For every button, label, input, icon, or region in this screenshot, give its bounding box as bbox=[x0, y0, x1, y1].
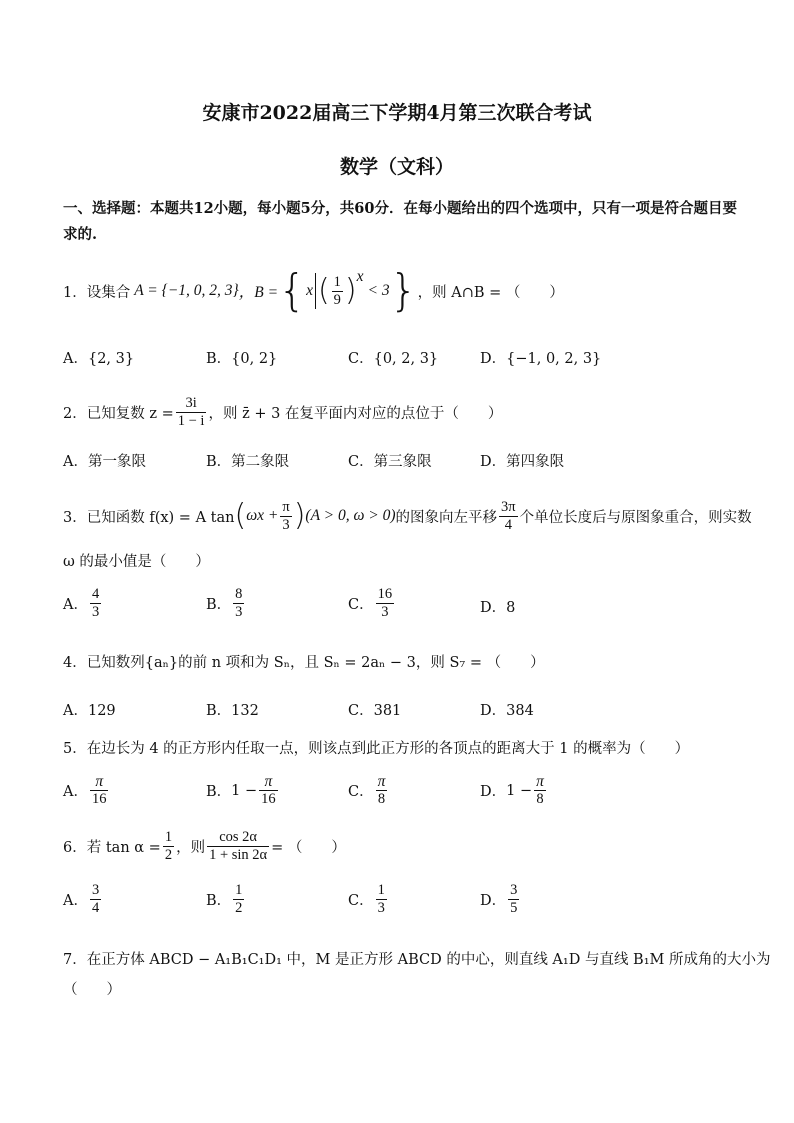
question-1 bbox=[63, 266, 743, 316]
q5-option-c[interactable] bbox=[348, 773, 389, 808]
frac-den: 3 bbox=[381, 604, 389, 620]
q2-text-b: ，则 z̄ + 3 在复平面内对应的点位于（ ） bbox=[208, 405, 503, 422]
q3-frac-num: π bbox=[282, 498, 290, 515]
frac-den: 5 bbox=[510, 900, 518, 916]
q4-option-c[interactable]: C．381 bbox=[348, 703, 402, 719]
frac-num: 4 bbox=[91, 586, 100, 602]
q3-shift-num: 3π bbox=[501, 498, 516, 515]
q1-fraction bbox=[332, 274, 343, 309]
q3-option-a-fraction bbox=[90, 586, 101, 621]
frac-den: 2 bbox=[164, 846, 173, 863]
q6-option-b-label: B． bbox=[206, 893, 232, 909]
q6-text-a: 若 tan α = bbox=[86, 839, 161, 856]
q6-text-b: ，则 bbox=[176, 839, 206, 856]
q2-number: 2． bbox=[63, 405, 87, 422]
q5-option-c-label: C． bbox=[348, 784, 374, 800]
frac-den: 1 + sin 2α bbox=[209, 846, 268, 863]
q5-option-b-label: B． bbox=[206, 784, 232, 800]
question-4 bbox=[63, 651, 743, 672]
q3-arg: ωx + bbox=[246, 507, 279, 524]
right-paren-icon: ) bbox=[293, 498, 306, 533]
q5-option-a-label: A． bbox=[63, 784, 88, 800]
q2-frac-num: 3i bbox=[176, 395, 207, 413]
q6-option-c[interactable] bbox=[348, 882, 389, 917]
frac-num: π bbox=[259, 773, 278, 791]
q3-option-c[interactable] bbox=[348, 586, 396, 621]
frac-num: 3 bbox=[91, 882, 100, 898]
q1-option-b[interactable]: B．{0, 2} bbox=[206, 351, 278, 367]
q6-option-d-fraction bbox=[508, 882, 519, 917]
question-3 bbox=[63, 494, 752, 538]
frac-den: 8 bbox=[536, 791, 544, 807]
q7-number: 7． bbox=[63, 952, 87, 968]
q1-text-b: ，则 A∩B = （ ） bbox=[417, 284, 564, 301]
question-6 bbox=[63, 826, 743, 866]
q5-option-d-fraction bbox=[534, 773, 546, 808]
q3-fraction bbox=[280, 499, 291, 534]
frac-num: 1 bbox=[235, 882, 243, 898]
q3-shift-den: 4 bbox=[504, 516, 512, 533]
q4-option-b[interactable]: B．132 bbox=[206, 703, 259, 719]
q4-option-d[interactable]: D．384 bbox=[480, 703, 534, 719]
q5-option-d-prefix: 1 − bbox=[506, 782, 533, 799]
right-paren-icon: ) bbox=[344, 273, 357, 308]
q3-shift-fraction bbox=[499, 499, 518, 534]
q5-option-a-fraction bbox=[90, 773, 109, 808]
q7-text: 在正方体 ABCD − A₁B₁C₁D₁ 中，M 是正方形 ABCD 的中心，则直线 A₁D 与直线 B₁M 所成角的大小为 bbox=[86, 952, 771, 968]
q1-number: 1． bbox=[63, 284, 87, 301]
q6-option-d[interactable] bbox=[480, 882, 521, 917]
frac-num: 16 bbox=[377, 586, 393, 602]
q3-frac-den: 3 bbox=[282, 516, 290, 533]
frac-num: 1 bbox=[377, 882, 385, 898]
q1-option-d[interactable]: D．{−1, 0, 2, 3} bbox=[480, 351, 602, 367]
q1-frac-den: 9 bbox=[333, 291, 341, 308]
q3-option-d[interactable]: D．8 bbox=[480, 600, 516, 616]
frac-num: 3 bbox=[510, 882, 518, 898]
frac-den: 16 bbox=[91, 791, 107, 807]
frac-num: π bbox=[377, 773, 386, 790]
section-heading bbox=[63, 196, 743, 248]
frac-den: 2 bbox=[235, 900, 243, 916]
frac-num: 1 bbox=[164, 828, 173, 845]
frac-num: 8 bbox=[235, 586, 243, 602]
q6-option-c-label: C． bbox=[348, 893, 374, 909]
q5-option-b-fraction bbox=[259, 773, 278, 808]
q5-option-c-fraction bbox=[376, 773, 388, 808]
q6-option-a-fraction bbox=[90, 882, 101, 917]
q3-text-c: 个单位长度后与原图象重合，则实数 bbox=[519, 509, 752, 526]
left-brace-icon: { bbox=[278, 265, 307, 316]
left-paren-icon: ( bbox=[234, 498, 247, 533]
q6-option-b[interactable] bbox=[206, 882, 246, 917]
q2-fraction bbox=[176, 395, 207, 430]
q6-number: 6． bbox=[63, 839, 87, 856]
right-brace-icon: } bbox=[389, 265, 418, 316]
left-paren-icon: ( bbox=[317, 273, 330, 308]
q2-option-b[interactable]: B．第二象限 bbox=[206, 454, 290, 470]
q1-frac-num: 1 bbox=[333, 273, 341, 290]
q5-option-b[interactable] bbox=[206, 773, 280, 808]
q4-text: 已知数列{aₙ}的前 n 项和为 Sₙ，且 Sₙ = 2aₙ − 3，则 S₇ = （ ） bbox=[86, 655, 545, 671]
question-7 bbox=[63, 948, 771, 969]
q5-number: 5． bbox=[63, 741, 87, 757]
q3-option-b-label: B． bbox=[206, 597, 232, 613]
q6-fraction bbox=[163, 829, 174, 864]
q2-option-d[interactable]: D．第四象限 bbox=[480, 454, 565, 470]
q6-option-c-fraction bbox=[376, 882, 387, 917]
q6-expression bbox=[207, 829, 269, 864]
q3-text-b: 的图象向左平移 bbox=[395, 509, 498, 526]
q5-option-a[interactable] bbox=[63, 773, 110, 808]
q6-option-d-label: D． bbox=[480, 893, 507, 909]
q3-option-b-fraction bbox=[233, 586, 244, 621]
q6-text-c: = （ ） bbox=[271, 839, 346, 856]
q1-set-b-var: x bbox=[306, 282, 313, 299]
section-heading-line2: 求的. bbox=[63, 226, 98, 243]
frac-den: 8 bbox=[377, 791, 386, 807]
q1-option-a[interactable]: A．{2, 3} bbox=[63, 351, 135, 367]
q4-number: 4． bbox=[63, 655, 87, 671]
section-heading-line1: 一、选择题：本题共12小题，每小题5分，共60分．在每小题给出的四个选项中，只有一项是符合题目要 bbox=[63, 200, 737, 217]
q3-number: 3． bbox=[63, 509, 87, 526]
q1-set-a: A = {−1, 0, 2, 3} bbox=[134, 282, 239, 299]
set-divider-icon bbox=[315, 273, 316, 309]
q6-option-b-fraction bbox=[233, 882, 244, 917]
frac-den: 3 bbox=[377, 900, 385, 916]
question-2 bbox=[63, 392, 743, 432]
frac-den: 3 bbox=[235, 604, 243, 620]
q3-condition: (A > 0, ω > 0) bbox=[305, 507, 396, 524]
frac-num: π bbox=[90, 773, 109, 791]
q3-option-a-label: A． bbox=[63, 597, 88, 613]
frac-num: π bbox=[536, 773, 544, 790]
q6-option-a-label: A． bbox=[63, 893, 88, 909]
q5-option-d-label: D． bbox=[480, 784, 507, 800]
frac-num: cos 2α bbox=[207, 829, 269, 847]
q3-option-a[interactable] bbox=[63, 586, 103, 621]
q3-option-b[interactable] bbox=[206, 586, 246, 621]
q5-text: 在边长为 4 的正方形内任取一点，则该点到此正方形的各顶点的距离大于 1 的概率为（ ） bbox=[86, 741, 690, 757]
q3-option-c-label: C． bbox=[348, 597, 374, 613]
q1-text-a: 设集合 bbox=[86, 284, 131, 301]
q5-option-d[interactable] bbox=[480, 773, 548, 808]
frac-den: 3 bbox=[91, 604, 100, 620]
q2-option-c[interactable]: C．第三象限 bbox=[348, 454, 432, 470]
q4-option-a[interactable]: A．129 bbox=[63, 703, 116, 719]
q3-line2: ω 的最小值是（ ） bbox=[63, 554, 210, 570]
q6-option-a[interactable] bbox=[63, 882, 103, 917]
q5-option-b-prefix: 1 − bbox=[231, 782, 258, 799]
question-5 bbox=[63, 737, 743, 758]
q3-option-c-fraction bbox=[376, 586, 395, 621]
q2-option-a[interactable]: A．第一象限 bbox=[63, 454, 146, 470]
frac-den: 4 bbox=[91, 900, 100, 916]
exam-title: 安康市2022届高三下学期4月第三次联合考试 bbox=[202, 102, 592, 124]
q2-text-a: 已知复数 z = bbox=[86, 405, 174, 422]
q1-inequality: < 3 bbox=[367, 282, 390, 299]
q3-text-a: 已知函数 f(x) = A tan bbox=[86, 509, 235, 526]
q1-set-b-lead: ，B = bbox=[238, 284, 279, 301]
q7-line2: （ ） bbox=[63, 982, 121, 998]
q1-exponent: x bbox=[356, 268, 364, 285]
q1-option-c[interactable]: C．{0, 2, 3} bbox=[348, 351, 439, 367]
frac-den: 16 bbox=[261, 791, 276, 807]
q2-frac-den: 1 − i bbox=[177, 412, 205, 429]
exam-subtitle: 数学（文科） bbox=[339, 156, 454, 178]
